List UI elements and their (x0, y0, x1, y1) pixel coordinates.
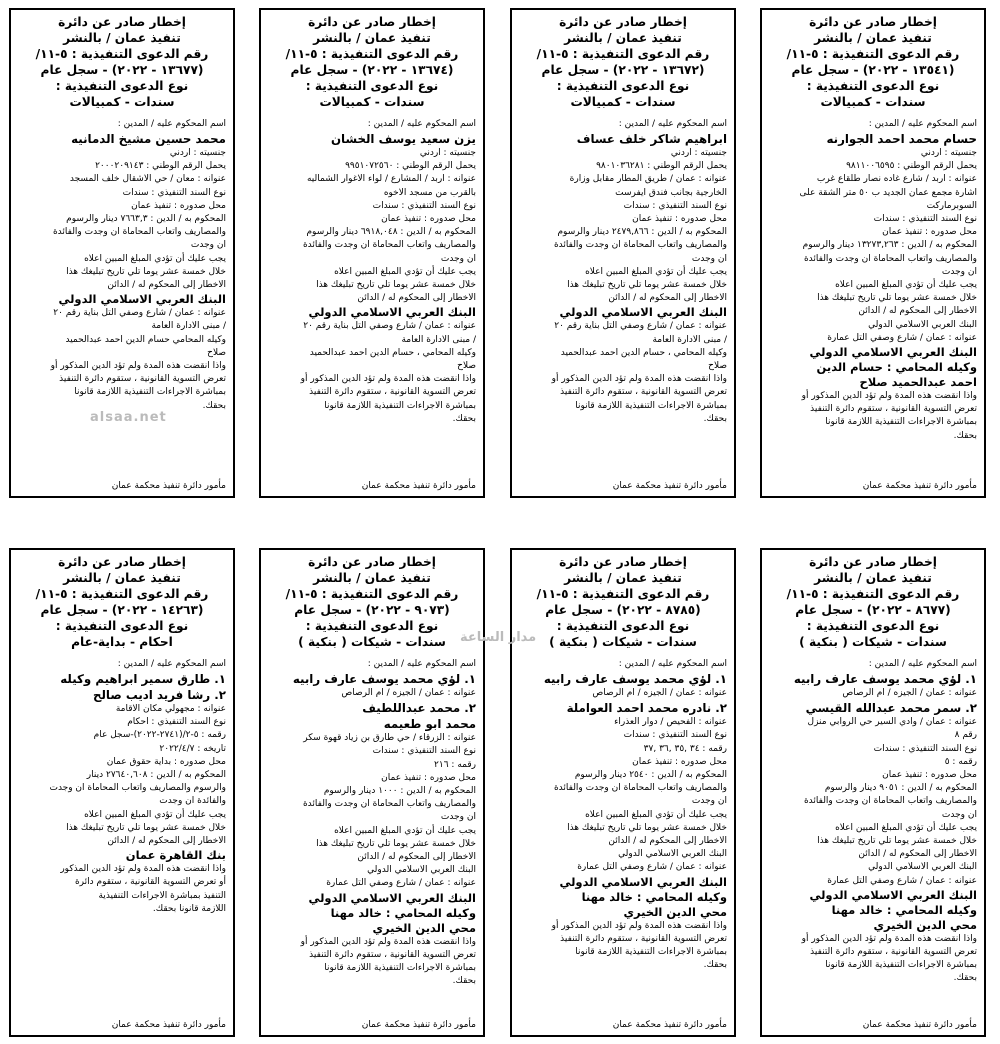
notice-header-line: نوع الدعوى التنفيذية : (305, 79, 439, 93)
notice-text-line: عنوانه : عمان / شارع وصفي التل بناية رقم ٢٠ (303, 321, 476, 332)
creditor-line: احمد عبدالحميد صلاح (859, 375, 977, 390)
notice-text-line: صلاح (708, 361, 727, 372)
notice-text-line: عنوانه : عمان / الجيزه / ام الرصاص (842, 688, 977, 698)
closing-line: بحقك. (703, 413, 727, 424)
notice-header-line: سندات - كمبيالات (570, 95, 676, 109)
creditor-line: وكيله المحامي : خالد مهنا (581, 889, 727, 904)
notice-header-line: تنفيذ عمان / بالنشر (313, 571, 431, 585)
notice-text-line: ان وجدت (941, 266, 977, 277)
notice-header-line: (٩٠٧٣ - ٢٠٢٢) - سجل عام (294, 603, 450, 617)
notice-text-line: الاخطار إلى المحكوم له / الدائن (107, 836, 226, 847)
notice-text-line: الاخطار إلى المحكوم له / الدائن (608, 836, 727, 847)
notice-header-line: (١٣٦٧٤ - ٢٠٢٢) - سجل عام (290, 63, 454, 77)
creditor-line: البنك العربي الاسلامي الدولي (559, 874, 727, 889)
closing-line: بحقك. (452, 413, 476, 424)
notice-text-line: والفائدة ان وجدت (159, 796, 226, 807)
notice-header-line: رقم الدعوى التنفيذية : ٥-١١/ (786, 47, 960, 61)
notice-text-line: الاخطار إلى المحكوم له / الدائن (858, 306, 977, 317)
notice-header-line: رقم الدعوى التنفيذية : ٥-١١/ (786, 587, 960, 601)
notice-header-line: رقم الدعوى التنفيذية : ٥-١١/ (536, 47, 710, 61)
notice-text-line: الاخطار إلى المحكوم له / الدائن (858, 849, 977, 860)
watermark-bottom: مدار الساعة (460, 630, 537, 645)
closing-line: واذا انقضت هذه المدة ولم تؤد الدين المذكور أو (551, 374, 727, 385)
closing-line: بحقك. (202, 400, 226, 411)
notice-footer: مأمور دائرة تنفيذ محكمة عمان (361, 1020, 476, 1030)
notice-header-line: رقم الدعوى التنفيذية : ٥-١١/ (285, 587, 459, 601)
notice-header-line: سندات - شيكات ( بنكية ) (298, 635, 446, 649)
notice-text-line: محل صدوره : تنفيذ عمان (882, 770, 977, 781)
closing-line: تعرض التسوية القانونية ، ستقوم دائرة التنفيذ (810, 947, 977, 958)
closing-line: بمباشرة الاجراءات التنفيذية اللازمة قانونا (74, 387, 226, 398)
closing-line: تعرض التسوية القانونية ، ستقوم دائرة التنفيذ (810, 404, 977, 415)
debtor-name: حسام محمد احمد الجوارنه (826, 132, 977, 146)
debtor-label: اسم المحكوم عليه / المدين : (367, 119, 476, 129)
notice-text-line: / مبنى الادارة العامة (652, 334, 727, 345)
notice-header-line: إخطار صادر عن دائرة (308, 555, 436, 569)
creditor-line: البنك العربي الاسلامي الدولي (809, 887, 977, 902)
creditor-line: محي الدين الخيري (372, 920, 476, 935)
notice-text-line: المحكوم به / الدين : ١٠٠٠ دينار والرسوم (323, 786, 476, 797)
creditor-line: البنك العربي الاسلامي الدولي (308, 305, 476, 320)
debtor-name: ٢. نادره محمد احمد العواملة (566, 701, 727, 716)
notice-text-line: ان وجدت (941, 809, 977, 820)
notice-2 (510, 8, 736, 498)
notice-text-line: عنوانه : عمان / شارع وصفي التل عمارة (827, 332, 977, 343)
debtor-name: ١. لؤي محمد يوسف عارف رابيه (793, 672, 977, 686)
notice-header-line: نوع الدعوى التنفيذية : (556, 619, 690, 633)
notice-header-line: تنفيذ عمان / بالنشر (564, 571, 682, 585)
notice-header-line: (١٣٦٧٢ - ٢٠٢٢) - سجل عام (541, 63, 705, 77)
notice-header-line: إخطار صادر عن دائرة (809, 555, 937, 569)
notice-text-line: والمصاريف واتعاب المحاماة ان وجدت والفائدة (803, 253, 977, 264)
creditor-line: وكيله المحامي : خالد مهنا (831, 902, 977, 917)
notice-header-line: تنفيذ عمان / بالنشر (313, 31, 431, 45)
notice-header-line: نوع الدعوى التنفيذية : (806, 619, 940, 633)
notice-text-line: الاخطار إلى المحكوم له / الدائن (107, 280, 226, 291)
closing-line: واذا انقضت هذه المدة ولم تؤد الدين المذكور (60, 864, 226, 875)
notice-header-line: إخطار صادر عن دائرة (559, 15, 687, 29)
notice-header-line: تنفيذ عمان / بالنشر (63, 31, 181, 45)
notice-text-line: يجب عليك أن تؤدي المبلغ المبين اعلاه (585, 266, 727, 277)
closing-line: واذا انقضت هذه المدة ولم تؤد الدين المذكور أو (50, 361, 226, 372)
notice-text-line: المحكوم به / الدين : ٢٥٤٠ دينار والرسوم (574, 770, 727, 781)
notice-text-line: عنوانه : معان / حي الاشقال خلف المسجد (69, 174, 226, 185)
notice-text-line: خلال خمسة عشر يوما تلي تاريخ تبليغك هذا (66, 822, 226, 833)
notice-header-line: إخطار صادر عن دائرة (58, 555, 186, 569)
notice-text-line: محل صدوره : تنفيذ عمان (632, 214, 727, 225)
notice-text-line: عنوانه : عمان / الجيزه / ام الرصاص (341, 688, 476, 698)
notice-text-line: المحكوم به / الدين : ١٣٢٧٣,٢٦٣ دينار والرسوم (802, 240, 977, 251)
notice-text-line: ان وجدت (440, 812, 476, 823)
notice-text-line: رقمه : ٥ (944, 756, 977, 767)
notice-text-line: يجب عليك أن تؤدي المبلغ المبين اعلاه (334, 266, 476, 277)
notice-text-line: / مبنى الادارة العامة (401, 334, 476, 345)
notice-text-line: يجب عليك أن تؤدي المبلغ المبين اعلاه (84, 809, 226, 820)
notice-text-line: وكيله المحامي حسام الدين احمد عبدالحميد (65, 334, 226, 345)
debtor-label: اسم المحكوم عليه / المدين : (367, 659, 476, 669)
notice-text-line: عنوانه : مجهولي مكان الاقامة (115, 704, 226, 714)
notice-footer: مأمور دائرة تنفيذ محكمة عمان (612, 1020, 727, 1030)
notice-text-line: وكيله المحامي ، حسام الدين احمد عبدالحميد (309, 347, 476, 358)
debtor-label: اسم المحكوم عليه / المدين : (117, 119, 226, 129)
notice-header-line: (٨٦٧٧ - ٢٠٢٢) - سجل عام (795, 603, 951, 617)
creditor-line: البنك العربي الاسلامي الدولي (559, 305, 727, 320)
notice-text-line: نوع السند التنفيذي : سندات (372, 200, 476, 211)
closing-line: تعرض التسوية القانونية ، ستقوم دائرة التنفيذ (560, 387, 727, 398)
notice-header-line: (١٤٢٦٣ - ٢٠٢٢) - سجل عام (40, 603, 204, 617)
debtor-name: محمد ابو طعيمه (383, 717, 476, 732)
notice-7 (259, 548, 485, 1037)
notice-text-line: نوع السند التنفيذي : سندات (372, 746, 476, 757)
notice-header-line: سندات - شيكات ( بنكية ) (549, 635, 697, 649)
notice-text-line: عنوانه : اربد / شارع غاده نصار طلقاع غرب (816, 174, 977, 185)
notice-8 (9, 548, 235, 1037)
notice-text-line: رقم ٨ (954, 730, 977, 741)
notice-header-line: تنفيذ عمان / بالنشر (814, 571, 932, 585)
notice-text-line: المحكوم به / الدين : ٢٧٦٤٠,٦٠٨ دينار (86, 770, 226, 781)
notice-text-line: والرسوم والمصاريف واتعاب المحاماة ان وجدت (49, 783, 226, 794)
notice-6 (510, 548, 736, 1037)
debtor-name: محمد حسين مشيخ الدمانيه (71, 132, 226, 146)
notice-text-line: عنوانه : عمان / طريق المطار مقابل وزارة (569, 174, 727, 185)
creditor-line: وكيله المحامي : خالد مهنا (330, 905, 476, 920)
creditor-line: وكيله المحامي : حسام الدين (816, 360, 977, 375)
notice-text-line: والمصاريف واتعاب المحاماة ان وجدت والفائدة (553, 783, 727, 794)
notice-text-line: يجب عليك أن تؤدي المبلغ المبين اعلاه (585, 809, 727, 820)
notice-header-line: نوع الدعوى التنفيذية : (305, 619, 439, 633)
closing-line: بمباشرة الاجراءات التنفيذية اللازمة قانونا (825, 960, 977, 971)
notice-footer: مأمور دائرة تنفيذ محكمة عمان (361, 481, 476, 491)
closing-line: التنفيذ بمباشرة الاجراءات التنفيذية (98, 890, 226, 901)
notice-text-line: والمصاريف واتعاب المحاماة ان وجدت والفائدة (52, 227, 226, 238)
notice-text-line: المحكوم به / الدين : ٧٦٦٣,٣ دينار والرسوم (66, 214, 226, 225)
notice-header-line: (١٣٦٧٧ - ٢٠٢٢) - سجل عام (40, 63, 204, 77)
notice-header-line: إخطار صادر عن دائرة (809, 15, 937, 29)
notice-footer: مأمور دائرة تنفيذ محكمة عمان (862, 481, 977, 491)
notice-text-line: تاريخه : ٢٠٢٢/٤/٧ (159, 743, 226, 754)
notice-text-line: يحمل الرقم الوطني : ٢٠٠٠٢٠٩١٤٣ (95, 161, 226, 172)
creditor-line: البنك العربي الاسلامي الدولي (58, 292, 226, 307)
debtor-label: اسم المحكوم عليه / المدين : (117, 659, 226, 669)
notice-text-line: بالقرب من مسجد الاخوه (383, 187, 476, 198)
notice-header-line: رقم الدعوى التنفيذية : ٥-١١/ (536, 587, 710, 601)
notice-text-line: جنسيته : اردني (169, 148, 226, 158)
debtor-label: اسم المحكوم عليه / المدين : (868, 119, 977, 129)
creditor-line: محي الدين الخيري (623, 904, 727, 919)
notice-text-line: / مبنى الادارة العامة (151, 321, 226, 332)
notice-text-line: ان وجدت (440, 253, 476, 264)
creditor-line: بنك القاهرة عمان (125, 848, 226, 863)
closing-line: واذا انقضت هذه المدة ولم تؤد الدين المذكور أو (300, 374, 476, 385)
notice-text-line: البنك العربي الاسلامي الدولي (618, 849, 727, 860)
notice-text-line: نوع السند التنفيذي : احكام (127, 717, 226, 728)
creditor-line: البنك العربي الاسلامي الدولي (809, 345, 977, 360)
notice-text-line: اشارة مجمع عمان الجديد ب ٥٠ متر الشقة على (799, 187, 977, 198)
notice-text-line: الاخطار إلى المحكوم له / الدائن (357, 852, 476, 863)
notice-text-line: نوع السند التنفيذي : سندات (873, 214, 977, 225)
notice-text-line: ان وجدت (691, 796, 727, 807)
notice-text-line: خلال خمسة عشر يوما تلي تاريخ تبليغك هذا (817, 836, 977, 847)
notice-header-line: (٨٧٨٥ - ٢٠٢٢) - سجل عام (545, 603, 701, 617)
notice-header-line: نوع الدعوى التنفيذية : (556, 79, 690, 93)
notice-header-line: نوع الدعوى التنفيذية : (806, 79, 940, 93)
closing-line: تعرض التسوية القانونية ، ستقوم دائرة التنفيذ (309, 387, 476, 398)
closing-line: تعرض التسوية القانونية ، ستقوم دائرة التنفيذ (309, 949, 476, 960)
notice-text-line: الخارجية بجانب فندق ايفرست (615, 187, 727, 198)
notice-text-line: رقمه : ٣٤ ,٣٥ ,٣٦ ,٣٧ (643, 743, 727, 754)
notice-header-line: نوع الدعوى التنفيذية : (55, 619, 189, 633)
notice-header-line: رقم الدعوى التنفيذية : ٥-١١/ (35, 587, 209, 601)
notice-footer: مأمور دائرة تنفيذ محكمة عمان (111, 481, 226, 491)
creditor-line: محي الدين الخيري (873, 917, 977, 932)
notice-text-line: نوع السند التنفيذي : سندات (873, 743, 977, 754)
notice-header-line: نوع الدعوى التنفيذية : (55, 79, 189, 93)
notice-footer: مأمور دائرة تنفيذ محكمة عمان (111, 1020, 226, 1030)
notice-text-line: ان وجدت (691, 253, 727, 264)
debtor-name: ١. لؤي محمد يوسف عارف رابيه (292, 672, 476, 686)
closing-line: تعرض التسوية القانونية ، ستقوم دائرة التنفيذ (560, 933, 727, 944)
notice-text-line: يحمل الرقم الوطني : ٩٨١١٠٠٦٥٩٥ (846, 161, 977, 172)
closing-line: بحقك. (953, 430, 977, 441)
notice-text-line: محل صدوره : تنفيذ عمان (632, 756, 727, 767)
notice-footer: مأمور دائرة تنفيذ محكمة عمان (862, 1020, 977, 1030)
closing-line: اللازمة قانونا بحقك. (152, 903, 226, 914)
notice-text-line: خلال خمسة عشر يوما تلي تاريخ تبليغك هذا (66, 266, 226, 277)
notice-text-line: عنوانه : عمان / شارع وصفي التل بناية رقم ٢٠ (53, 308, 226, 319)
notice-header-line: احكام - بداية-عام (71, 635, 173, 649)
debtor-name: يزن سعيد يوسف الخشان (330, 132, 476, 146)
closing-line: بمباشرة الاجراءات التنفيذية اللازمة قانونا (575, 400, 727, 411)
notice-text-line: الاخطار إلى المحكوم له / الدائن (357, 293, 476, 304)
notice-text-line: نوع السند التنفيذي : سندات (623, 730, 727, 741)
notice-header-line: إخطار صادر عن دائرة (308, 15, 436, 29)
debtor-label: اسم المحكوم عليه / المدين : (618, 119, 727, 129)
notice-text-line: المحكوم به / الدين : ٩٠٥١ دينار والرسوم (824, 783, 977, 794)
notice-header-line: سندات - كمبيالات (319, 95, 425, 109)
notice-header-line: رقم الدعوى التنفيذية : ٥-١١/ (285, 47, 459, 61)
notice-text-line: يجب عليك أن تؤدي المبلغ المبين اعلاه (334, 825, 476, 836)
notice-text-line: يحمل الرقم الوطني : ٩٩٥١٠٧٢٥٦٠ (345, 161, 476, 172)
notice-text-line: عنوانه : الزرقاء / حي طارق بن زياد قهوة سكر (303, 733, 476, 744)
notice-header-line: سندات - كمبيالات (820, 95, 926, 109)
notice-text-line: نوع السند التنفيذي : سندات (623, 200, 727, 211)
debtor-name: ١. لؤي محمد يوسف عارف رابيه (543, 672, 727, 686)
notice-text-line: عنوانه : عمان / شارع وصفي التل عمارة (326, 878, 476, 889)
notice-text-line: خلال خمسة عشر يوما تلي تاريخ تبليغك هذا (567, 280, 727, 291)
notice-header-line: تنفيذ عمان / بالنشر (814, 31, 932, 45)
notice-text-line: عنوانه : الفحيص / دوار العذراء (614, 717, 727, 728)
closing-line: تعرض التسوية القانونية ، ستقوم دائرة التنفيذ (59, 374, 226, 385)
notice-text-line: ان وجدت (190, 240, 226, 251)
closing-line: واذا انقضت هذه المدة ولم تؤد الدين المذكور أو (551, 920, 727, 931)
notice-text-line: عنوانه : اربد / المشارع / لواء الاغوار الشماليه (306, 174, 476, 185)
notice-text-line: محل صدوره : تنفيذ عمان (381, 772, 476, 783)
notice-text-line: المحكوم به / الدين : ٢٤٧٩,٨٦٦ دينار والرسوم (557, 227, 727, 238)
closing-line: بحقك. (953, 973, 977, 984)
notice-text-line: نوع السند التنفيذي : سندات (122, 187, 226, 198)
notice-text-line: خلال خمسة عشر يوما تلي تاريخ تبليغك هذا (817, 293, 977, 304)
notice-text-line: والمصاريف واتعاب المحاماة ان وجدت والفائدة (553, 240, 727, 251)
debtor-label: اسم المحكوم عليه / المدين : (868, 659, 977, 669)
closing-line: بمباشرة الاجراءات التنفيذية اللازمة قانونا (324, 963, 476, 974)
notice-text-line: السوبرماركت (926, 200, 977, 211)
notice-text-line: محل صدوره : تنفيذ عمان (381, 214, 476, 225)
notice-text-line: رقمه : ٢١٦ (434, 759, 476, 770)
notice-text-line: رقمه : ٥-٢/(٢٧٤١-٢٠٢٢)-سجل عام (93, 730, 226, 741)
notice-text-line: يجب عليك أن تؤدي المبلغ المبين اعلاه (84, 253, 226, 264)
notice-text-line: والمصاريف واتعاب المحاماة ان وجدت والفائدة (302, 240, 476, 251)
notice-text-line: عنوانه : عمان / وادي السير حي الروابي منزل (807, 717, 977, 728)
notice-text-line: خلال خمسة عشر يوما تلي تاريخ تبليغك هذا (316, 838, 476, 849)
notice-header-line: إخطار صادر عن دائرة (559, 555, 687, 569)
notice-text-line: عنوانه : عمان / الجيزه / ام الرصاص (592, 688, 727, 698)
notice-text-line: جنسيته : اردني (670, 148, 727, 158)
creditor-line: البنك العربي الاسلامي الدولي (308, 890, 476, 905)
debtor-name: ٢. رشا فريد اديب صالح (92, 688, 226, 702)
notice-text-line: محل صدوره : تنفيذ عمان (882, 227, 977, 238)
notice-text-line: محل صدوره : بداية حقوق عمان (106, 756, 226, 767)
closing-line: بمباشرة الاجراءات التنفيذية اللازمة قانونا (324, 400, 476, 411)
closing-line: واذا انقضت هذه المدة ولم تؤد الدين المذكور أو (801, 933, 977, 944)
notice-5 (760, 548, 986, 1037)
notice-text-line: البنك العربي الاسلامي الدولي (868, 862, 977, 873)
notice-header-line: سندات - كمبيالات (69, 95, 175, 109)
closing-line: واذا انقضت هذه المدة ولم تؤد الدين المذكور أو (801, 391, 977, 402)
notice-text-line: البنك العربي الاسلامي الدولي (367, 865, 476, 876)
notice-text-line: البنك العربي الاسلامي الدولي (868, 319, 977, 330)
notice-footer: مأمور دائرة تنفيذ محكمة عمان (612, 481, 727, 491)
debtor-name: ٢. سمر محمد عبدالله القيسي (805, 701, 977, 716)
notice-text-line: خلال خمسة عشر يوما تلي تاريخ تبليغك هذا (567, 822, 727, 833)
notice-1 (760, 8, 986, 498)
debtor-name: ٢. محمد عبداللطيف (362, 701, 476, 716)
notice-text-line: عنوانه : عمان / شارع وصفي التل عمارة (827, 875, 977, 886)
notice-text-line: محل صدوره : تنفيذ عمان (131, 200, 226, 211)
closing-line: بحقك. (703, 960, 727, 971)
debtor-label: اسم المحكوم عليه / المدين : (618, 659, 727, 669)
closing-line: واذا انقضت هذه المدة ولم تؤد الدين المذكور أو (300, 936, 476, 947)
notice-header-line: (١٣٥٤١ - ٢٠٢٢) - سجل عام (791, 63, 955, 77)
notice-text-line: جنسيته : اردني (920, 148, 977, 158)
notice-text-line: خلال خمسة عشر يوما تلي تاريخ تبليغك هذا (316, 280, 476, 291)
notice-text-line: يحمل الرقم الوطني : ٩٨٠١٠٣٦٢٨١ (596, 161, 727, 172)
notice-3 (259, 8, 485, 498)
notice-header-line: سندات - شيكات ( بنكية ) (799, 635, 947, 649)
notice-text-line: وكيله المحامي ، حسام الدين احمد عبدالحميد (560, 347, 727, 358)
notice-text-line: صلاح (457, 361, 476, 372)
notice-text-line: عنوانه : عمان / شارع وصفي التل عمارة (577, 862, 727, 873)
notice-text-line: والمصاريف واتعاب المحاماة ان وجدت والفائدة (302, 799, 476, 810)
notice-text-line: الاخطار إلى المحكوم له / الدائن (608, 293, 727, 304)
notice-header-line: تنفيذ عمان / بالنشر (564, 31, 682, 45)
notice-text-line: يجب عليك أن تؤدي المبلغ المبين اعلاه (835, 280, 977, 291)
debtor-name: ١. طارق سمير ابراهيم وكيله (60, 672, 226, 686)
notice-text-line: عنوانه : عمان / شارع وصفي التل بناية رقم ٢٠ (554, 321, 727, 332)
closing-line: أو تعرض التسوية القانونية ، ستقوم دائرة (74, 877, 226, 888)
notice-text-line: يجب عليك أن تؤدي المبلغ المبين اعلاه (835, 822, 977, 833)
debtor-name: ابراهيم شاكر خلف عساف (576, 132, 727, 146)
notice-text-line: المحكوم به / الدين : ٦٩١٨,٠٤٨ دينار والرسوم (306, 227, 476, 238)
closing-line: بمباشرة الاجراءات التنفيذية اللازمة قانونا (825, 417, 977, 428)
notice-header-line: تنفيذ عمان / بالنشر (63, 571, 181, 585)
closing-line: بمباشرة الاجراءات التنفيذية اللازمة قانونا (575, 947, 727, 958)
notice-text-line: جنسيته : اردني (419, 148, 476, 158)
notice-text-line: والمصاريف واتعاب المحاماة ان وجدت والفائدة (803, 796, 977, 807)
notice-header-line: إخطار صادر عن دائرة (58, 15, 186, 29)
closing-line: بحقك. (452, 976, 476, 987)
notice-text-line: صلاح (207, 347, 226, 358)
watermark-top: alsaa.net (90, 410, 167, 425)
notice-header-line: رقم الدعوى التنفيذية : ٥-١١/ (35, 47, 209, 61)
